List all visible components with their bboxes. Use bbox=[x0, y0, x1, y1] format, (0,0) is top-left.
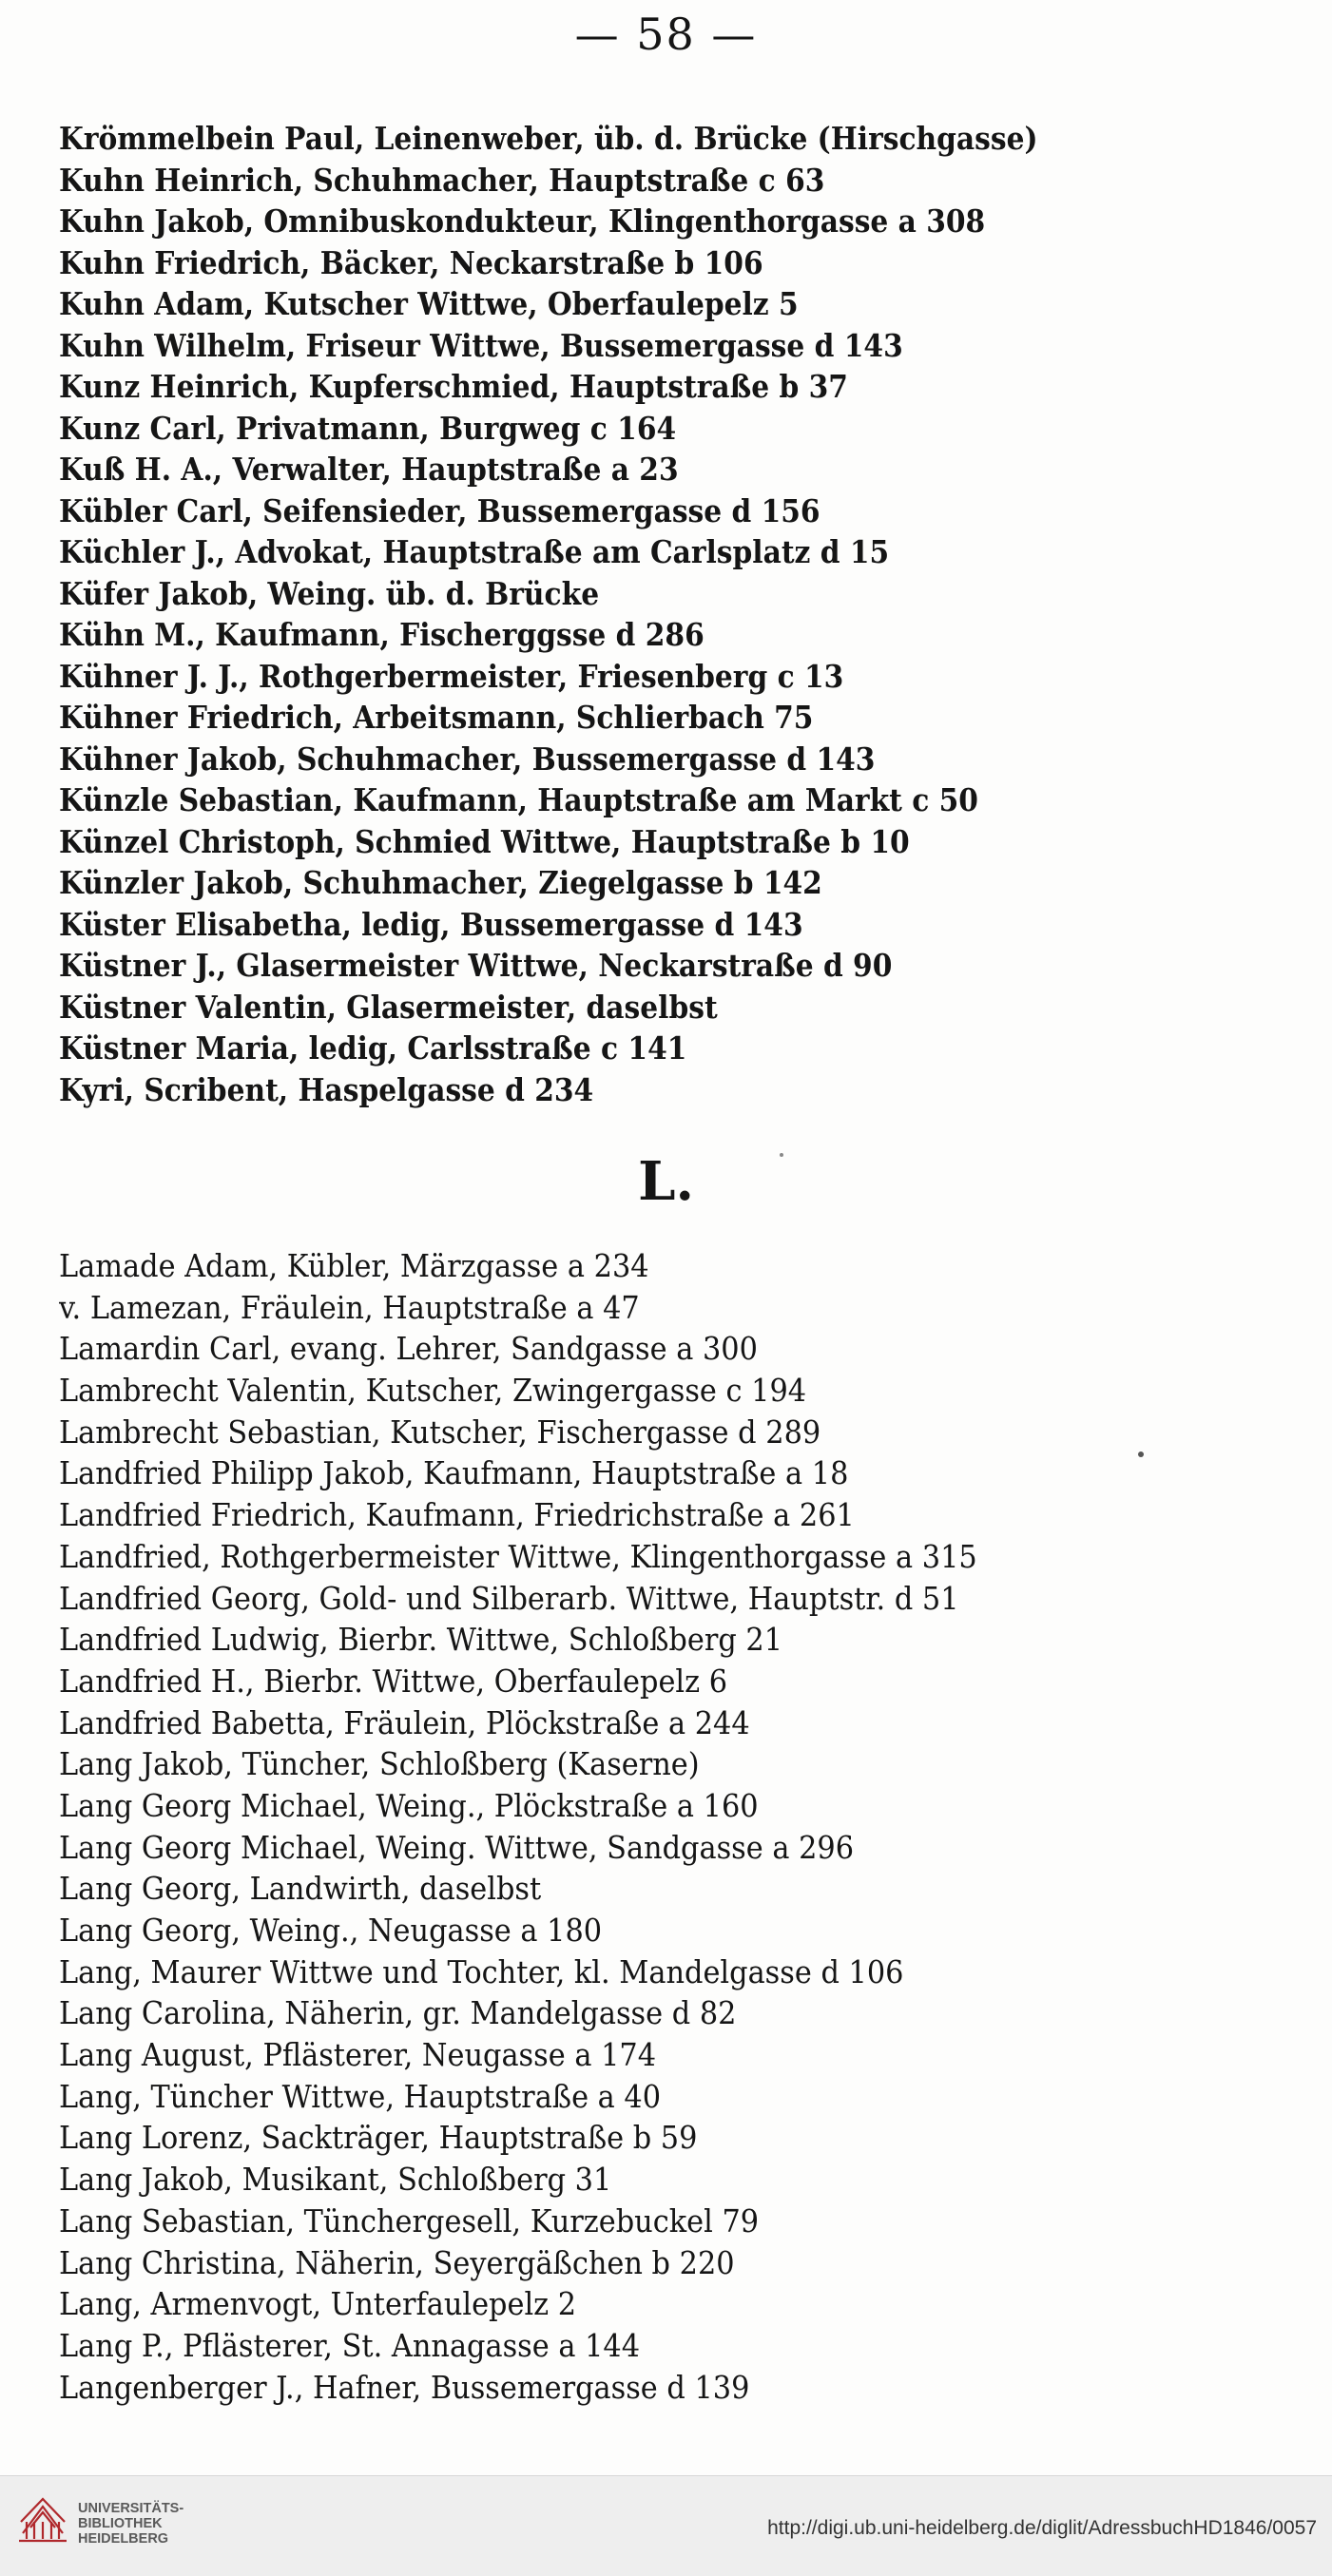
directory-entry: Kyri, Scribent, Haspelgasse d 234 bbox=[59, 1070, 594, 1108]
directory-entry: Lang Georg, Weing., Neugasse a 180 bbox=[59, 1912, 603, 1949]
directory-entry: Lang Sebastian, Tünchergesell, Kurzebuckel 79 bbox=[59, 2201, 760, 2240]
directory-entry: Landfried H., Bierbr. Wittwe, Oberfaulepelz 6 bbox=[59, 1662, 728, 1700]
directory-entry: Kühner Friedrich, Arbeitsmann, Schlierbach 75 bbox=[59, 699, 814, 736]
library-name-line: UNIVERSITÄTS- bbox=[78, 2501, 184, 2516]
directory-entry: Lang, Tüncher Wittwe, Hauptstraße a 40 bbox=[59, 2077, 662, 2115]
directory-entry: Kühn M., Kaufmann, Fischerggsse d 286 bbox=[59, 616, 705, 653]
directory-entry: Kühner Jakob, Schuhmacher, Bussemergasse d 143 bbox=[59, 740, 876, 778]
library-name-line: HEIDELBERG bbox=[78, 2531, 169, 2547]
university-library-logo-icon bbox=[13, 2489, 72, 2548]
directory-entry: v. Lamezan, Fräulein, Hauptstraße a 47 bbox=[59, 1288, 640, 1326]
directory-entry: Kühner J. J., Rothgerbermeister, Friesenberg c 13 bbox=[59, 657, 844, 695]
directory-entry: Kunz Heinrich, Kupferschmied, Hauptstraße b 37 bbox=[59, 368, 848, 405]
directory-entry: Langenberger J., Hafner, Bussemergasse d 139 bbox=[59, 2368, 750, 2406]
directory-entry: Kuhn Friedrich, Bäcker, Neckarstraße b 106 bbox=[59, 243, 763, 281]
directory-entry: Lang August, Pflästerer, Neugasse a 174 bbox=[59, 2036, 657, 2074]
directory-entry: Küchler J., Advokat, Hauptstraße am Carlsplatz d 15 bbox=[59, 533, 890, 570]
directory-entry: Lang Carolina, Näherin, gr. Mandelgasse d 82 bbox=[59, 1994, 737, 2032]
directory-entry: Lamardin Carl, evang. Lehrer, Sandgasse a 300 bbox=[59, 1330, 758, 1368]
directory-entry: Lang Georg, Landwirth, daselbst bbox=[59, 1870, 542, 1908]
directory-entry: Kuhn Adam, Kutscher Wittwe, Oberfaulepelz 5 bbox=[59, 285, 799, 322]
directory-entry: Lambrecht Sebastian, Kutscher, Fischergasse d 289 bbox=[59, 1413, 821, 1451]
section-letter-heading: L. bbox=[638, 1150, 694, 1213]
directory-entry: Landfried Friedrich, Kaufmann, Friedrichstraße a 261 bbox=[59, 1496, 855, 1534]
entries-l-list bbox=[59, 1245, 1314, 2408]
directory-entry: Kübler Carl, Seifensieder, Bussemergasse d 156 bbox=[59, 491, 820, 529]
directory-entry: Kuhn Wilhelm, Friseur Wittwe, Bussemergasse d 143 bbox=[59, 326, 903, 364]
directory-entry: Küfer Jakob, Weing. üb. d. Brücke bbox=[59, 574, 600, 612]
directory-entry: Lang P., Pflästerer, St. Annagasse a 144 bbox=[59, 2326, 641, 2364]
ink-speck bbox=[780, 1153, 783, 1157]
directory-entry: Kuhn Jakob, Omnibuskondukteur, Klingenthorgasse a 308 bbox=[59, 202, 986, 240]
library-name bbox=[78, 2501, 268, 2547]
directory-entry: Küstner Valentin, Glasermeister, daselbst bbox=[59, 988, 718, 1026]
directory-entry: Lang, Maurer Wittwe und Tochter, kl. Mandelgasse d 106 bbox=[59, 1952, 904, 1990]
directory-entry: Küstner J., Glasermeister Wittwe, Neckarstraße d 90 bbox=[59, 947, 893, 984]
page-number-header: — 58 — bbox=[574, 9, 758, 60]
directory-entry: Lang Christina, Näherin, Seyergäßchen b 220 bbox=[59, 2243, 735, 2281]
directory-entry: Küster Elisabetha, ledig, Bussemergasse d 143 bbox=[59, 905, 803, 943]
library-name-line: BIBLIOTHEK bbox=[78, 2516, 163, 2531]
directory-entry: Künzel Christoph, Schmied Wittwe, Hauptstraße b 10 bbox=[59, 822, 910, 860]
directory-entry: Kuhn Heinrich, Schuhmacher, Hauptstraße c 63 bbox=[59, 161, 825, 199]
directory-entry: Landfried, Rothgerbermeister Wittwe, Klingenthorgasse a 315 bbox=[59, 1537, 977, 1575]
entries-k-list bbox=[59, 118, 1314, 1110]
directory-entry: Landfried Babetta, Fräulein, Plöckstraße a 244 bbox=[59, 1703, 750, 1741]
directory-entry: Lang Jakob, Musikant, Schloßberg 31 bbox=[59, 2161, 612, 2199]
directory-entry: Kuß H. A., Verwalter, Hauptstraße a 23 bbox=[59, 451, 679, 488]
directory-entry: Lang Lorenz, Sackträger, Hauptstraße b 59 bbox=[59, 2119, 698, 2157]
directory-entry: Krömmelbein Paul, Leinenweber, üb. d. Brücke (Hirschgasse) bbox=[59, 120, 1038, 157]
directory-entry: Landfried Georg, Gold- und Silberarb. Wittwe, Hauptstr. d 51 bbox=[59, 1579, 959, 1617]
directory-entry: Lang Jakob, Tüncher, Schloßberg (Kaserne) bbox=[59, 1745, 700, 1783]
directory-entry: Küstner Maria, ledig, Carlsstraße c 141 bbox=[59, 1029, 687, 1067]
ink-speck bbox=[1138, 1451, 1144, 1457]
digitization-footer bbox=[0, 2475, 1332, 2576]
directory-entry: Landfried Philipp Jakob, Kaufmann, Hauptstraße a 18 bbox=[59, 1454, 849, 1492]
directory-entry: Landfried Ludwig, Bierbr. Wittwe, Schloßberg 21 bbox=[59, 1621, 783, 1659]
directory-entry: Lang Georg Michael, Weing., Plöckstraße a 160 bbox=[59, 1786, 759, 1824]
directory-entry: Lambrecht Valentin, Kutscher, Zwingergasse c 194 bbox=[59, 1372, 807, 1410]
directory-entry: Lang, Armenvogt, Unterfaulepelz 2 bbox=[59, 2285, 577, 2323]
directory-entry: Kunz Carl, Privatmann, Burgweg c 164 bbox=[59, 409, 677, 447]
directory-entry: Lang Georg Michael, Weing. Wittwe, Sandgasse a 296 bbox=[59, 1828, 855, 1866]
directory-entry: Künzle Sebastian, Kaufmann, Hauptstraße am Markt c 50 bbox=[59, 781, 978, 818]
directory-entry: Künzler Jakob, Schuhmacher, Ziegelgasse b 142 bbox=[59, 864, 822, 901]
directory-entry: Lamade Adam, Kübler, Märzgasse a 234 bbox=[59, 1247, 649, 1284]
source-url-link[interactable]: http://digi.ub.uni-heidelberg.de/diglit/AdressbuchHD1846/0057 bbox=[767, 2517, 1317, 2539]
